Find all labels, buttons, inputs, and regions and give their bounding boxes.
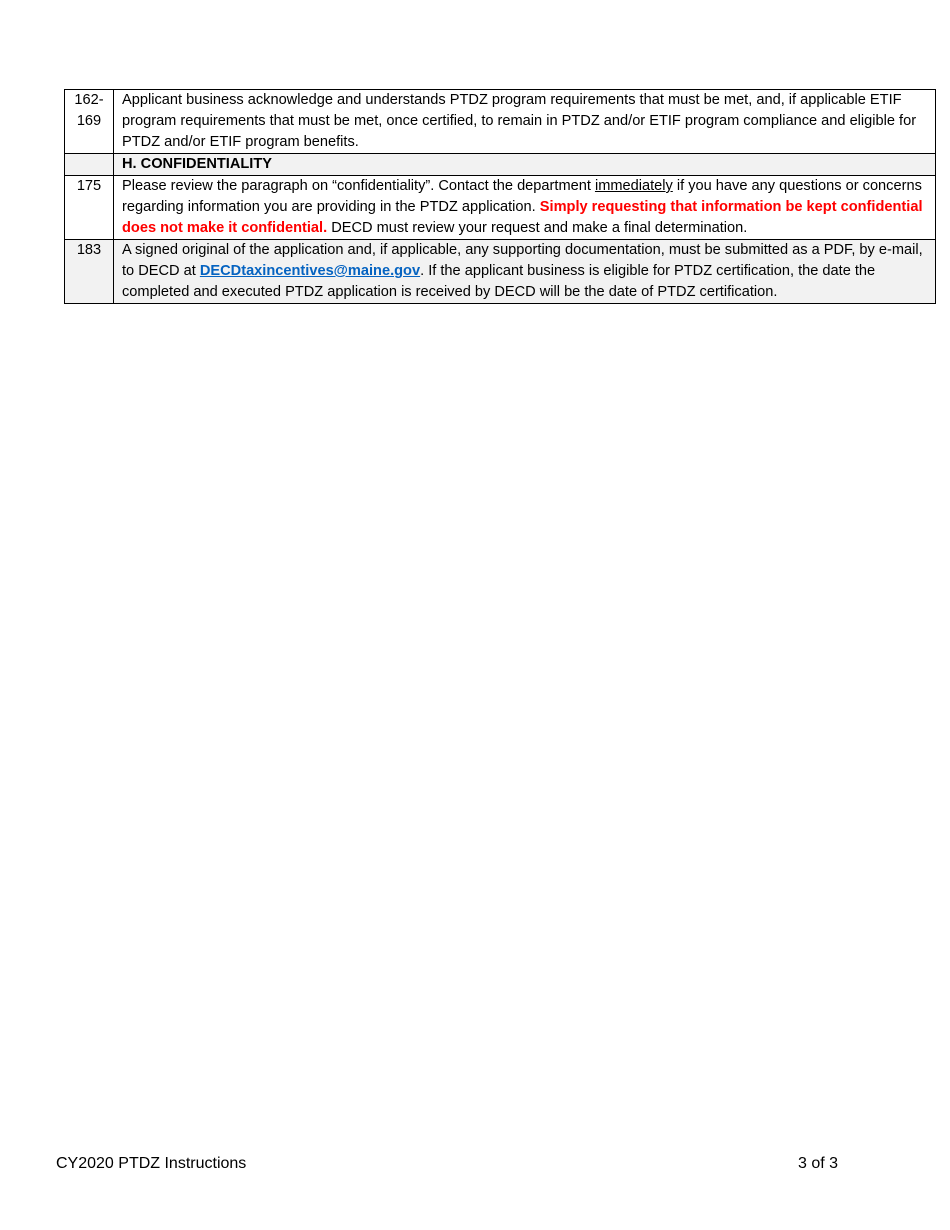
- page-number: 3 of 3: [797, 1155, 838, 1172]
- section-heading-cell: [114, 154, 936, 176]
- instruction-text: Please review the paragraph on “confidentiality”. Contact the department: [122, 178, 595, 194]
- instruction-cell: [114, 176, 936, 240]
- instruction-text: Applicant business acknowledge and understands PTDZ program requirements that must be met, and, if applicable ETIF program requirements that must be met, once certified, to remain in PTDZ and/or ETIF program compliance and eligible for PTDZ and/or ETIF program benefits.: [122, 92, 917, 150]
- section-header-row: [65, 154, 936, 176]
- table-row: [65, 176, 936, 240]
- line-number: 183: [76, 242, 102, 258]
- line-number-cell: [65, 176, 114, 240]
- line-number: 162-: [74, 92, 104, 108]
- email-link[interactable]: DECDtaxincentives@maine.gov: [199, 263, 421, 279]
- page-footer: [56, 1154, 838, 1174]
- instruction-text: A signed original of the application and, if applicable, any supporting documentation, must be submitted as a PDF, by e-mail, to DECD at: [122, 242, 923, 279]
- instruction-text: DECD must review your request and make a final determination.: [327, 220, 748, 236]
- section-heading: H. CONFIDENTIALITY: [122, 156, 272, 172]
- instruction-text: . If the applicant business is eligible for PTDZ certification, the date the completed and executed PTDZ application is received by DECD will be the date of PTDZ certification.: [122, 263, 876, 300]
- document-title: CY2020 PTDZ Instructions: [56, 1155, 247, 1172]
- instruction-cell: [114, 240, 936, 304]
- line-number-cell: [65, 154, 114, 176]
- instruction-cell: [114, 90, 936, 154]
- line-number-cell: [65, 90, 114, 154]
- table-row: [65, 240, 936, 304]
- table-row: [65, 90, 936, 154]
- confidentiality-warning: Simply requesting that information be kept confidential does not make it confidential.: [122, 199, 923, 236]
- line-number: 175: [76, 178, 102, 194]
- line-number-cell: [65, 240, 114, 304]
- line-number: 169: [76, 113, 102, 129]
- instructions-table: [64, 89, 936, 304]
- instruction-text: if you have any questions or concerns regarding information you are providing in the PTDZ application.: [122, 178, 922, 215]
- emphasis-underlined-text: immediately: [594, 178, 673, 194]
